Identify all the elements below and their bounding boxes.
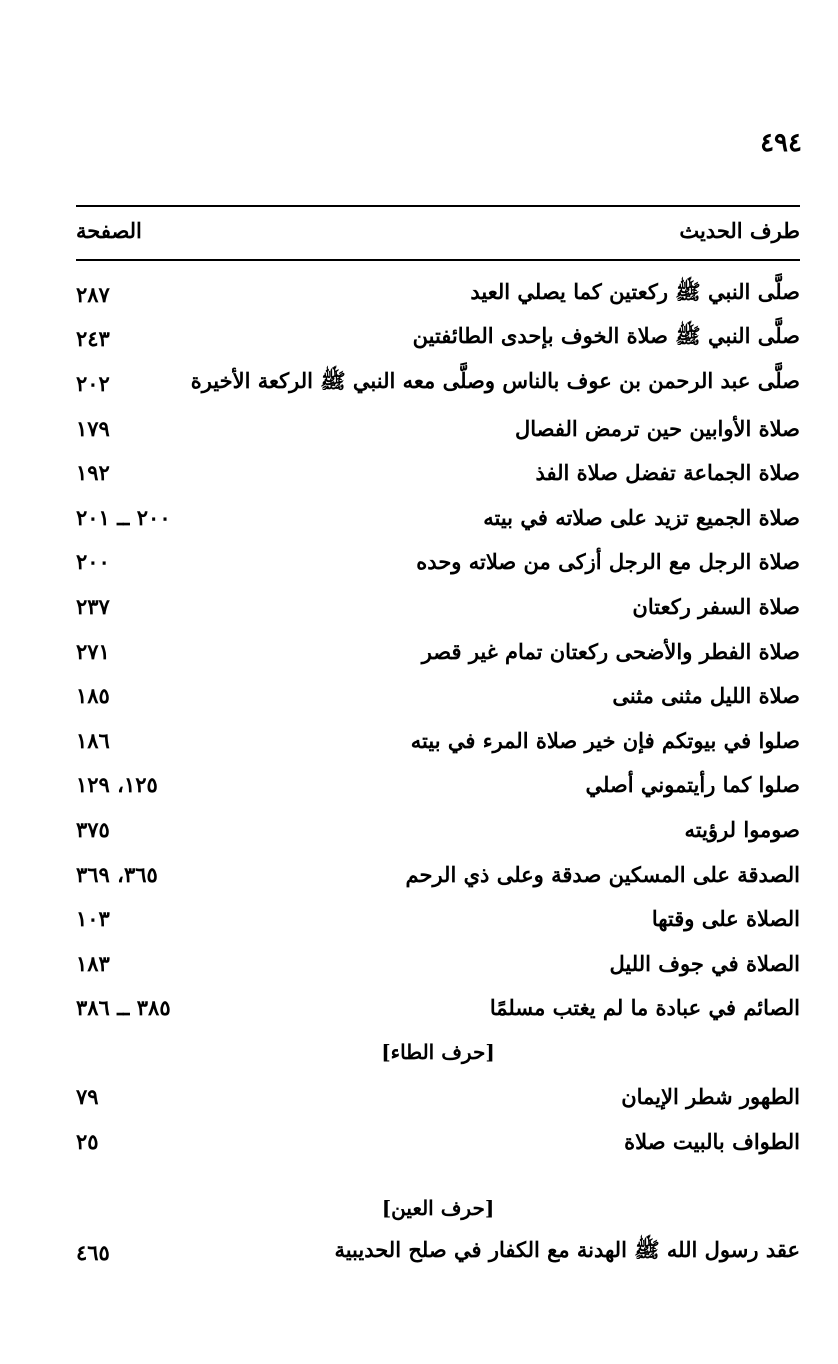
index-entries xyxy=(76,272,800,1275)
index-row xyxy=(76,450,800,495)
header-bottom-rule xyxy=(76,259,800,261)
hadith-phrase: صلاة الليل مثنى مثنى xyxy=(612,683,800,709)
header-top-rule xyxy=(76,205,800,207)
hadith-phrase: صلوا كما رأيتموني أصلي xyxy=(585,772,800,798)
page-reference: ٢٠٠ xyxy=(76,549,110,575)
hadith-phrase: صلاة الفطر والأضحى ركعتان تمام غير قصر xyxy=(421,638,800,664)
page-reference: ٣٧٥ xyxy=(76,816,110,842)
table-header xyxy=(76,213,800,247)
page-reference: ٢٣٧ xyxy=(76,593,110,619)
index-row xyxy=(76,1230,800,1275)
page-reference: ٤٦٥ xyxy=(76,1240,110,1266)
page-reference: ٣٦٥، ٣٦٩ xyxy=(76,861,158,887)
page-column-header: الصفحة xyxy=(76,217,142,243)
hadith-phrase: الصلاة على وقتها xyxy=(651,906,800,932)
hadith-phrase: الطواف بالبيت صلاة xyxy=(624,1129,800,1155)
index-row xyxy=(76,673,800,718)
hadith-phrase: صلَّى عبد الرحمن بن عوف بالناس وصلَّى معه النبي ﷺ الركعة الأخيرة xyxy=(190,367,800,393)
hadith-phrase: الصدقة على المسكين صدقة وعلى ذي الرحم xyxy=(405,861,800,887)
index-row xyxy=(76,361,800,406)
hadith-phrase: عقد رسول الله ﷺ الهدنة مع الكفار في صلح الحديبية xyxy=(334,1237,800,1263)
phrase-column-header: طرف الحديث xyxy=(679,217,800,243)
page-reference: ٢٠٢ xyxy=(76,370,110,396)
page-reference: ٢٤٣ xyxy=(76,326,110,352)
section-heading-ain: [حرف العين] xyxy=(381,1196,495,1221)
page-reference: ٢٠٠ ــ ٢٠١ xyxy=(76,504,171,530)
index-row xyxy=(76,1075,800,1120)
index-row xyxy=(76,896,800,941)
index-row xyxy=(76,584,800,629)
page-reference: ٢٧١ xyxy=(76,638,110,664)
section-heading-taa: [حرف الطاء] xyxy=(381,1040,495,1065)
page-reference: ٧٩ xyxy=(76,1084,99,1110)
page-reference: ١٨٣ xyxy=(76,950,110,976)
index-row xyxy=(76,807,800,852)
hadith-phrase: صلَّى النبي ﷺ ركعتين كما يصلي العيد xyxy=(470,278,800,304)
page-reference: ١٩٢ xyxy=(76,460,110,486)
index-row xyxy=(76,540,800,585)
hadith-phrase: الصائم في عبادة ما لم يغتب مسلمًا xyxy=(489,995,800,1021)
index-row xyxy=(76,317,800,362)
index-row xyxy=(76,763,800,808)
page-reference: ٢٥ xyxy=(76,1129,99,1155)
page-reference: ٢٨٧ xyxy=(76,281,110,307)
page-reference: ١٠٣ xyxy=(76,906,110,932)
index-row xyxy=(76,629,800,674)
index-row xyxy=(76,718,800,763)
index-row xyxy=(76,406,800,451)
hadith-phrase: صوموا لرؤيته xyxy=(684,816,800,842)
page-reference: ١٨٦ xyxy=(76,727,110,753)
hadith-phrase: صلاة الرجل مع الرجل أزكى من صلاته وحده xyxy=(416,549,800,575)
index-row xyxy=(76,495,800,540)
hadith-phrase: صلاة الجماعة تفضل صلاة الفذ xyxy=(535,460,800,486)
index-row xyxy=(76,986,800,1031)
hadith-phrase: صلاة السفر ركعتان xyxy=(632,593,800,619)
index-row xyxy=(76,272,800,317)
index-row xyxy=(76,1119,800,1164)
hadith-phrase: صلاة الأوابين حين ترمض الفصال xyxy=(515,415,800,441)
hadith-phrase: الطهور شطر الإيمان xyxy=(621,1084,800,1110)
page-reference: ٣٨٥ ــ ٣٨٦ xyxy=(76,995,171,1021)
hadith-phrase: صلوا في بيوتكم فإن خير صلاة المرء في بيته xyxy=(410,727,800,753)
hadith-phrase: صلَّى النبي ﷺ صلاة الخوف بإحدى الطائفتين xyxy=(412,323,800,349)
index-row xyxy=(76,941,800,986)
page-reference: ١٢٥، ١٢٩ xyxy=(76,772,158,798)
section-spacer xyxy=(76,1164,800,1186)
index-row xyxy=(76,852,800,897)
page-number: ٤٩٤ xyxy=(760,128,802,158)
hadith-phrase: الصلاة في جوف الليل xyxy=(609,950,800,976)
hadith-phrase: صلاة الجميع تزيد على صلاته في بيته xyxy=(483,504,800,530)
page-reference: ١٧٩ xyxy=(76,415,110,441)
page-reference: ١٨٥ xyxy=(76,683,110,709)
